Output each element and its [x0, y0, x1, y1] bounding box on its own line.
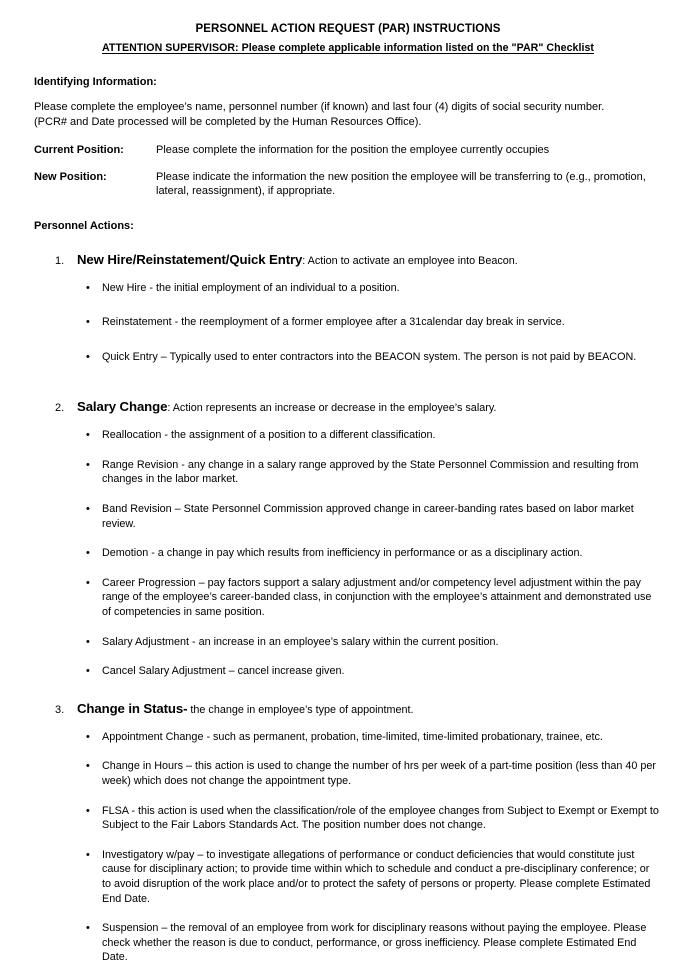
identifying-information-heading: Identifying Information:	[34, 76, 157, 88]
identifying-information-paragraph	[34, 100, 664, 129]
current-position-label: Current Position:	[34, 144, 124, 156]
bullet-text: Change in Hours – this action is used to change the number of hrs per week of a part-time position (less than 40 per week) which does not change the appointment type.	[102, 760, 656, 787]
bullet-marker-icon: •	[86, 281, 90, 294]
bullet-text: Reinstatement - the reemployment of a former employee after a 31calendar day break in service.	[102, 316, 565, 329]
document-body	[0, 75, 696, 965]
bullet-marker-icon: •	[86, 665, 90, 678]
document-header	[0, 0, 696, 56]
bullet-item	[83, 759, 664, 788]
bullet-marker-icon: •	[86, 848, 90, 861]
bullet-text: Suspension – the removal of an employee from work for disciplinary reasons without paying the employee. Please check whether the reason is due to conduct, performance, or gross inefficiency. Please complete Estimated End Date.	[102, 922, 647, 964]
action-item	[34, 700, 664, 965]
bullet-marker-icon: •	[86, 503, 90, 516]
bullet-marker-icon: •	[86, 730, 90, 743]
action-bullets	[34, 428, 664, 679]
bullet-marker-icon: •	[86, 576, 90, 589]
action-number: 1.	[55, 254, 65, 267]
action-description: : Action to activate an employee into Beacon.	[302, 254, 518, 267]
action-heading	[34, 251, 664, 270]
bullet-marker-icon: •	[86, 547, 90, 560]
bullet-text: Career Progression – pay factors support a salary adjustment and/or competency level adjustment within the pay range of the employee’s career-banded class, in conjunction with the employee’s attainment and demonstrated use of competencies in same position.	[102, 576, 652, 619]
action-heading	[34, 700, 664, 719]
action-number: 2.	[55, 402, 65, 415]
action-title: New Hire/Reinstatement/Quick Entry	[77, 251, 303, 267]
attention-supervisor-notice: ATTENTION SUPERVISOR: Please complete applicable information listed on the "PAR" Checklist	[102, 42, 594, 54]
bullet-item	[83, 458, 664, 487]
bullet-text: Demotion - a change in pay which results from inefficiency in performance or as a disciplinary action.	[102, 547, 583, 560]
action-description: : Action represents an increase or decrease in the employee’s salary.	[167, 402, 497, 415]
bullet-text: Salary Adjustment - an increase in an employee’s salary within the current position.	[102, 635, 499, 648]
document-title: PERSONNEL ACTION REQUEST (PAR) INSTRUCTIONS	[195, 23, 501, 35]
bullet-item	[83, 921, 664, 965]
new-position-row	[34, 170, 664, 199]
bullet-marker-icon: •	[86, 429, 90, 442]
bullet-item	[83, 428, 664, 443]
bullet-text: Band Revision – State Personnel Commission approved change in career-banding rates based on labor market review.	[102, 503, 634, 530]
bullet-text: Appointment Change - such as permanent, probation, time-limited, time-limited probationary, trainee, etc.	[102, 730, 603, 743]
bullet-item	[83, 730, 664, 745]
personnel-actions-list	[34, 251, 664, 965]
bullet-item	[83, 281, 664, 296]
current-position-row	[34, 143, 664, 158]
position-definitions	[34, 143, 664, 199]
bullet-item	[83, 546, 664, 561]
bullet-text: New Hire - the initial employment of an individual to a position.	[102, 281, 400, 294]
bullet-text: Reallocation - the assignment of a position to a different classification.	[102, 429, 436, 442]
action-bullets	[34, 281, 664, 365]
bullet-text: Range Revision - any change in a salary range approved by the State Personnel Commission and resulting from changes in the labor market.	[102, 458, 639, 486]
bullet-marker-icon: •	[86, 804, 90, 817]
bullet-text: Cancel Salary Adjustment – cancel increase given.	[102, 665, 345, 678]
current-position-description: Please complete the information for the position the employee currently occupies	[156, 144, 550, 156]
bullet-item	[83, 664, 664, 679]
bullet-marker-icon: •	[86, 350, 90, 363]
action-heading	[34, 398, 664, 417]
bullet-item	[83, 350, 664, 365]
bullet-text: FLSA - this action is used when the classification/role of the employee changes from Subject to Exempt or Exempt to Subject to the Fair Labors Standards Act. The position number does not change.	[102, 804, 659, 832]
new-position-label: New Position:	[34, 170, 107, 183]
action-description: the change in employee’s type of appointment.	[187, 703, 414, 716]
bullet-text: Quick Entry – Typically used to enter contractors into the BEACON system. The person is not paid by BEACON.	[102, 350, 637, 363]
action-number: 3.	[55, 703, 65, 716]
bullet-item	[83, 804, 664, 833]
bullet-marker-icon: •	[86, 922, 90, 935]
bullet-item	[83, 576, 664, 620]
action-heading-text	[77, 251, 664, 270]
identifying-paragraph-line-2: (PCR# and Date processed will be completed by the Human Resources Office).	[34, 115, 422, 128]
action-bullets	[34, 730, 664, 965]
action-item	[34, 398, 664, 679]
personnel-actions-heading: Personnel Actions:	[34, 219, 134, 232]
action-heading-text	[77, 700, 664, 719]
identifying-paragraph-line-1: Please complete the employee’s name, personnel number (if known) and last four (4) digits of social security number.	[34, 101, 605, 113]
action-item	[34, 251, 664, 365]
bullet-marker-icon: •	[86, 316, 90, 329]
bullet-marker-icon: •	[86, 760, 90, 773]
bullet-item	[83, 848, 664, 906]
bullet-item	[83, 635, 664, 650]
bullet-text: Investigatory w/pay – to investigate allegations of performance or conduct deficiencies that would constitute just cause for disciplinary action; to provide time within which to schedule and conduct a pre-disciplinary conference; or to avoid disruption of the work place and/or to protect the safety of persons or property. Please complete Estimated End Date.	[102, 848, 651, 905]
bullet-item	[83, 502, 664, 531]
action-heading-text	[77, 398, 664, 417]
bullet-item	[83, 315, 664, 330]
action-title: Salary Change	[77, 399, 168, 415]
document-subtitle-row	[0, 39, 696, 56]
new-position-description: Please indicate the information the new position the employee will be transferring to (e.g., promotion, lateral, reassignment), if appropriate.	[156, 170, 646, 197]
action-title: Change in Status-	[77, 700, 188, 716]
bullet-marker-icon: •	[86, 458, 90, 471]
bullet-marker-icon: •	[86, 635, 90, 648]
